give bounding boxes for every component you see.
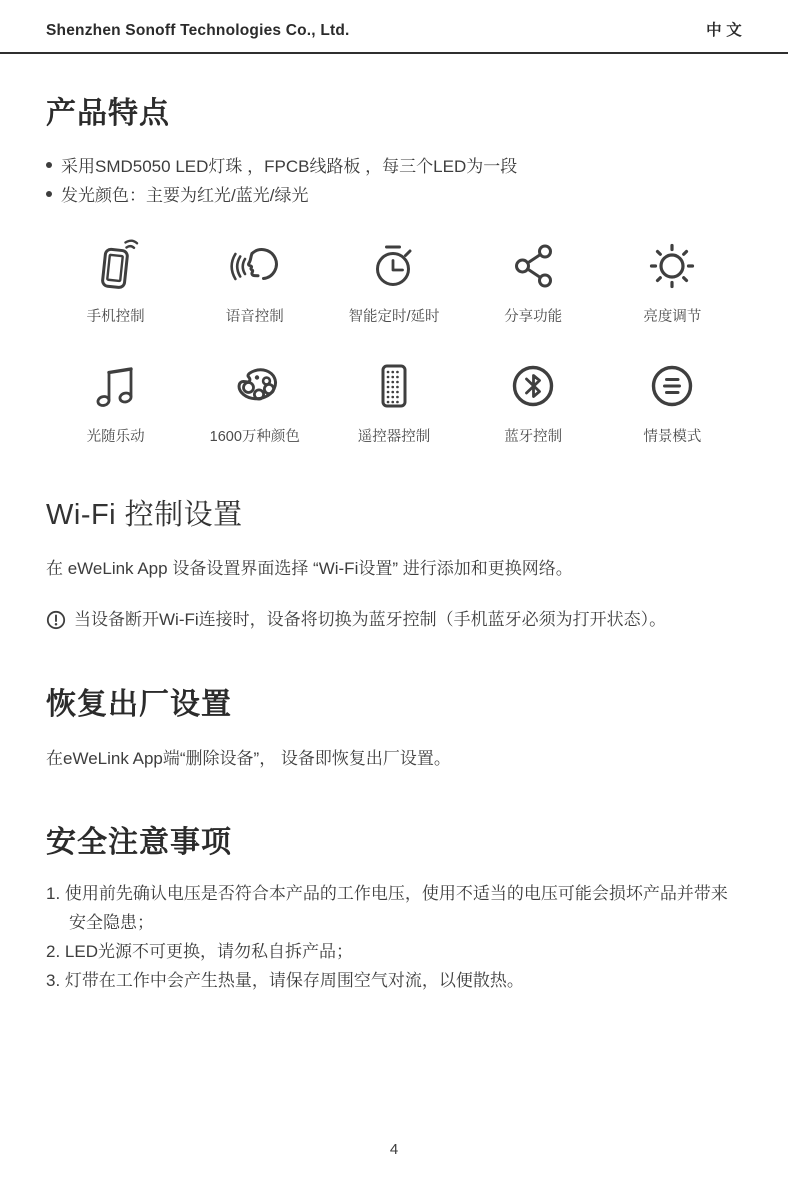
factory-reset-body: 在eWeLink App端“删除设备”， 设备即恢复出厂设置。 (46, 749, 451, 768)
bluetooth-icon (504, 358, 562, 414)
feature-voice-control (185, 238, 324, 326)
wifi-note (46, 607, 742, 633)
section-title-safety: 安全注意事项 (46, 826, 232, 859)
icon-label: 1600万种颜色 (209, 429, 300, 445)
section-title-factory-reset: 恢复出厂设置 (46, 688, 232, 721)
wifi-body: 在 eWeLink App 设备设置界面选择 “Wi-Fi设置” 进行添加和更换网络。 (46, 559, 573, 578)
page-number: 4 (389, 1141, 399, 1158)
feature-bullet-text: 发光颜色：主要为红光/蓝光/绿光 (61, 186, 309, 205)
icon-label: 遥控器控制 (357, 429, 431, 445)
palette-icon (226, 358, 284, 414)
brightness-icon (643, 238, 701, 294)
safety-item: 1. 使用前先确认电压是否符合本产品的工作电压，使用不适当的电压可能会损坏产品并带来安全隐患； (46, 884, 728, 932)
feature-smart-timer (324, 238, 463, 326)
feature-bullets (46, 152, 742, 210)
safety-list (46, 879, 742, 995)
feature-phone-control (46, 238, 185, 326)
timer-icon (365, 238, 423, 294)
icon-label: 手机控制 (86, 309, 145, 325)
feature-bullet-text: 采用SMD5050 LED灯珠 ，FPCB线路板 ，每三个LED为一段 (61, 157, 518, 176)
alert-circle-icon (46, 610, 66, 630)
icon-label: 情景模式 (643, 429, 702, 445)
feature-remote-control (324, 358, 463, 446)
feature-scene-mode (603, 358, 742, 446)
icon-label: 光随乐动 (86, 429, 145, 445)
bullet-dot (46, 162, 52, 168)
icon-label: 智能定时/延时 (348, 309, 440, 325)
safety-item: 3. 灯带在工作中会产生热量，请保存周围空气对流，以便散热。 (46, 971, 524, 990)
icon-label: 语音控制 (225, 309, 284, 325)
page-header (0, 0, 788, 54)
music-icon (87, 358, 145, 414)
icon-label: 亮度调节 (643, 309, 702, 325)
safety-item: 2. LED光源不可更换，请勿私自拆产品； (46, 942, 353, 961)
feature-share (464, 238, 603, 326)
feature-bullet (46, 181, 742, 210)
page-content (0, 88, 788, 995)
feature-brightness (603, 238, 742, 326)
share-icon (504, 238, 562, 294)
icon-label: 蓝牙控制 (504, 429, 563, 445)
section-title-features: 产品特点 (46, 97, 170, 130)
feature-bullet (46, 152, 742, 181)
remote-icon (365, 358, 423, 414)
wifi-note-text: 当设备断开Wi-Fi连接时，设备将切换为蓝牙控制（手机蓝牙必须为打开状态）。 (74, 610, 667, 629)
voice-icon (226, 238, 284, 294)
company-name: Shenzhen Sonoff Technologies Co., Ltd. (46, 22, 350, 39)
feature-icon-grid (46, 238, 742, 446)
feature-16m-colors (185, 358, 324, 446)
feature-music-sync (46, 358, 185, 446)
language-label: 中 文 (706, 22, 742, 39)
icon-label: 分享功能 (504, 309, 563, 325)
bullet-dot (46, 191, 52, 197)
page-footer (0, 1141, 788, 1158)
feature-bluetooth-control (464, 358, 603, 446)
phone-icon (87, 238, 145, 294)
scene-icon (643, 358, 701, 414)
section-title-wifi: Wi-Fi 控制设置 (46, 499, 243, 531)
